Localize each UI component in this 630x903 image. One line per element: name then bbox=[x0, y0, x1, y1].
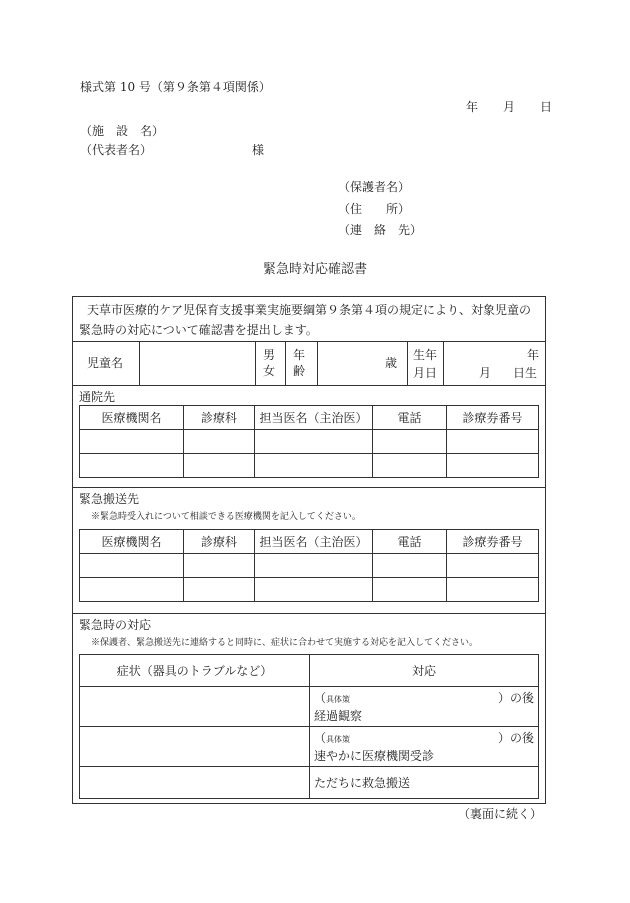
after-label: ）の後 bbox=[497, 730, 534, 745]
card-number-cell[interactable] bbox=[447, 430, 539, 454]
date-line bbox=[466, 101, 552, 113]
col-header-symptom: 症状（器具のトラブルなど） bbox=[80, 655, 310, 687]
divider bbox=[255, 341, 256, 385]
col-header-hospital: 医療機関名 bbox=[80, 530, 184, 554]
department-cell[interactable] bbox=[184, 430, 255, 454]
after-label: ）の後 bbox=[497, 690, 534, 705]
guardian-contact-label: （連 絡 先） bbox=[338, 223, 423, 237]
col-header-phone: 電話 bbox=[373, 406, 447, 430]
col-header-response: 対応 bbox=[310, 655, 539, 687]
card-number-cell[interactable] bbox=[447, 578, 539, 602]
table-row bbox=[80, 767, 539, 799]
continued-on-back-note: （裏面に続く） bbox=[458, 807, 543, 821]
divider bbox=[73, 341, 545, 342]
intro-line-2: 緊急時の対応について確認書を提出します。 bbox=[79, 323, 318, 337]
specific-measure-label: 具体策 bbox=[326, 694, 351, 704]
symptom-cell[interactable] bbox=[80, 767, 310, 799]
department-cell[interactable] bbox=[184, 454, 255, 478]
age-label-1: 年 bbox=[293, 348, 306, 362]
child-name-label: 児童名 bbox=[87, 356, 124, 370]
card-number-cell[interactable] bbox=[447, 554, 539, 578]
guardian-name-label: （保護者名） bbox=[338, 180, 411, 194]
divider bbox=[73, 385, 545, 386]
card-number-cell[interactable] bbox=[447, 454, 539, 478]
table-row bbox=[80, 430, 539, 454]
date-month-label: 月 bbox=[502, 100, 515, 114]
birth-label-1: 生年 bbox=[413, 348, 438, 362]
col-header-doctor: 担当医名（主治医） bbox=[255, 406, 373, 430]
symptom-cell[interactable] bbox=[80, 727, 310, 767]
divider bbox=[73, 613, 545, 614]
specific-measure-label: 具体策 bbox=[326, 734, 351, 744]
transport-section-label: 緊急搬送先 bbox=[79, 492, 140, 506]
doctor-cell[interactable] bbox=[255, 578, 373, 602]
transport-table bbox=[79, 529, 539, 602]
response-cell[interactable] bbox=[310, 727, 539, 767]
response-section-label: 緊急時の対応 bbox=[79, 618, 152, 632]
doctor-cell[interactable] bbox=[255, 430, 373, 454]
divider bbox=[285, 341, 286, 385]
phone-cell[interactable] bbox=[373, 454, 447, 478]
phone-cell[interactable] bbox=[373, 430, 447, 454]
representative-label: （代表者名） bbox=[80, 143, 153, 157]
age-label-2: 齢 bbox=[293, 364, 306, 378]
response-cell[interactable] bbox=[310, 687, 539, 727]
table-row bbox=[80, 578, 539, 602]
response-note: ※保護者、緊急搬送先に連絡すると同時に、症状に合わせて実施する対応を記入してください。 bbox=[91, 638, 479, 648]
paren-open: （ bbox=[314, 690, 327, 705]
birth-label-2: 月日 bbox=[413, 366, 438, 380]
divider bbox=[443, 341, 444, 385]
doctor-cell[interactable] bbox=[255, 554, 373, 578]
birth-year-label: 年 bbox=[527, 348, 540, 362]
birth-month-label: 月 bbox=[479, 366, 492, 380]
divider bbox=[407, 341, 408, 385]
col-header-phone: 電話 bbox=[373, 530, 447, 554]
confirmation-form bbox=[72, 296, 546, 804]
hospital-name-cell[interactable] bbox=[80, 554, 184, 578]
table-row bbox=[80, 454, 539, 478]
divider bbox=[139, 341, 140, 385]
divider bbox=[73, 487, 545, 488]
gender-female[interactable]: 女 bbox=[263, 364, 276, 378]
guardian-address-label: （住 所） bbox=[338, 202, 411, 216]
hospital-name-cell[interactable] bbox=[80, 430, 184, 454]
department-cell[interactable] bbox=[184, 578, 255, 602]
hospital-table bbox=[79, 405, 539, 478]
birth-day-label: 日生 bbox=[513, 366, 538, 380]
symptom-cell[interactable] bbox=[80, 687, 310, 727]
hospital-section-label: 通院先 bbox=[79, 390, 116, 404]
table-row bbox=[80, 727, 539, 767]
phone-cell[interactable] bbox=[373, 578, 447, 602]
honorific: 様 bbox=[252, 143, 265, 157]
phone-cell[interactable] bbox=[373, 554, 447, 578]
date-day-label: 日 bbox=[539, 100, 552, 114]
doctor-cell[interactable] bbox=[255, 454, 373, 478]
hospital-name-cell[interactable] bbox=[80, 578, 184, 602]
col-header-doctor: 担当医名（主治医） bbox=[255, 530, 373, 554]
col-header-card-number: 診療券番号 bbox=[447, 530, 539, 554]
col-header-department: 診療科 bbox=[184, 406, 255, 430]
table-row bbox=[80, 687, 539, 727]
response-table bbox=[79, 654, 539, 799]
response-action: 経過観察 bbox=[314, 708, 363, 723]
department-cell[interactable] bbox=[184, 554, 255, 578]
gender-male[interactable]: 男 bbox=[263, 348, 276, 362]
col-header-hospital: 医療機関名 bbox=[80, 406, 184, 430]
response-action: 速やかに医療機関受診 bbox=[314, 748, 435, 763]
response-action: ただちに救急搬送 bbox=[310, 767, 539, 799]
transport-note: ※緊急時受入れについて相談できる医療機関を記入してください。 bbox=[91, 512, 361, 522]
col-header-department: 診療科 bbox=[184, 530, 255, 554]
facility-name-label: （施 設 名） bbox=[80, 124, 165, 138]
intro-line-1: 天草市医療的ケア児保育支援事業実施要綱第９条第４項の規定により、対象児童の bbox=[87, 303, 532, 317]
paren-open: （ bbox=[314, 730, 327, 745]
document-title: 緊急時対応確認書 bbox=[262, 262, 367, 277]
form-number: 様式第 10 号（第９条第４項関係） bbox=[80, 80, 271, 94]
table-row bbox=[80, 554, 539, 578]
date-year-label: 年 bbox=[466, 100, 479, 114]
hospital-name-cell[interactable] bbox=[80, 454, 184, 478]
age-unit: 歳 bbox=[385, 356, 398, 370]
col-header-card-number: 診療券番号 bbox=[447, 406, 539, 430]
divider bbox=[317, 341, 318, 385]
